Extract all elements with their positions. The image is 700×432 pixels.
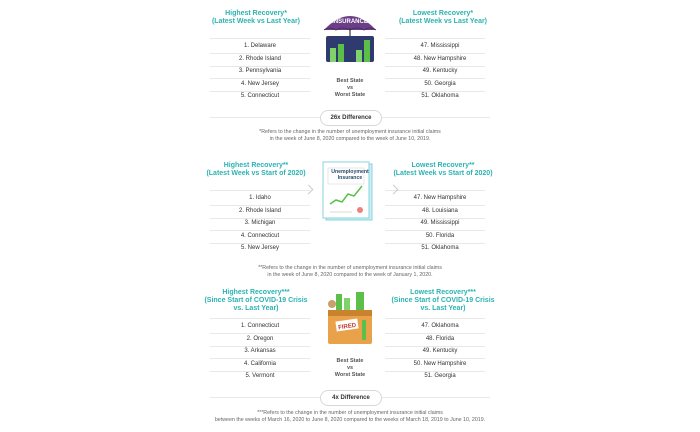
list-item: 51. Oklahoma bbox=[421, 245, 459, 252]
list-item: 4. New Jersey bbox=[240, 80, 279, 87]
divider bbox=[385, 358, 485, 359]
list-item: 49. Kentucky bbox=[422, 348, 458, 355]
box-label: FIRED bbox=[337, 322, 357, 332]
divider bbox=[385, 91, 485, 92]
list-item: 1. Idaho bbox=[249, 195, 271, 201]
divider bbox=[385, 318, 485, 319]
s2-right-heading: Lowest Recovery** (Latest Week vs Start of 2020) bbox=[393, 162, 493, 177]
s1-footnote: *Refers to the change in the number of unemployment insurance initial claims in the week of June 8, 2020 compared to the week of June 10, 2019. bbox=[259, 129, 441, 142]
list-item: 48. Louisiana bbox=[422, 207, 458, 214]
divider bbox=[385, 230, 485, 231]
s1-difference-badge: 26x Difference bbox=[320, 110, 382, 126]
list-item: 47. Mississippi bbox=[420, 43, 460, 49]
umbrella-label: INSURANCE bbox=[332, 19, 368, 25]
divider bbox=[385, 333, 485, 334]
s1-left-list bbox=[205, 40, 315, 103]
divider bbox=[385, 243, 485, 244]
list-item: 5. Vermont bbox=[245, 373, 275, 380]
list-item: 49. Kentucky bbox=[422, 68, 458, 75]
fired-box-icon bbox=[322, 290, 378, 346]
list-item: 2. Rhode Island bbox=[238, 207, 282, 214]
s2-left-heading: Highest Recovery** (Latest Week vs Start of 2020) bbox=[206, 162, 306, 177]
list-item: 48. New Hampshire bbox=[413, 55, 467, 62]
s2-footnote: **Refers to the change in the number of unemployment insurance initial claims in the week of June 8, 2020 compared to the week of January 1, 2020. bbox=[258, 265, 442, 278]
divider bbox=[210, 358, 310, 359]
divider bbox=[385, 205, 485, 206]
divider bbox=[210, 53, 310, 54]
divider bbox=[210, 205, 310, 206]
s1-center-label: Best State vs Worst State bbox=[334, 78, 366, 98]
list-item: 51. Oklahoma bbox=[421, 93, 459, 100]
list-item: 49. Mississippi bbox=[420, 220, 460, 227]
s3-left-list bbox=[205, 320, 315, 383]
s2-left-list bbox=[205, 192, 315, 255]
divider bbox=[385, 218, 485, 219]
divider bbox=[210, 333, 310, 334]
list-item: 5. New Jersey bbox=[240, 245, 279, 252]
divider bbox=[385, 53, 485, 54]
divider bbox=[210, 371, 310, 372]
divider bbox=[210, 318, 310, 319]
s2-right-list bbox=[385, 192, 495, 255]
divider bbox=[385, 371, 485, 372]
list-item: 47. New Hampshire bbox=[413, 195, 467, 201]
list-item: 50. Georgia bbox=[424, 80, 456, 87]
list-item: 5. Connecticut bbox=[240, 93, 280, 100]
list-item: 2. Oregon bbox=[246, 335, 274, 342]
list-item: 3. Michigan bbox=[244, 220, 276, 227]
s3-left-heading: Highest Recovery*** (Since Start of COVID-19 Crisis vs. Last Year) bbox=[204, 289, 308, 312]
list-item: 48. Florida bbox=[425, 335, 455, 342]
divider bbox=[210, 91, 310, 92]
list-item: 3. Pennsylvania bbox=[238, 68, 282, 75]
divider bbox=[210, 346, 310, 347]
list-item: 47. Oklahoma bbox=[421, 323, 459, 329]
s3-difference-badge: 4x Difference bbox=[320, 390, 382, 406]
s1-right-list bbox=[385, 40, 495, 103]
divider bbox=[385, 346, 485, 347]
s1-right-heading: Lowest Recovery* (Latest Week vs Last Year) bbox=[398, 10, 488, 25]
divider bbox=[210, 230, 310, 231]
list-item: 50. New Hampshire bbox=[413, 360, 467, 367]
list-item: 4. California bbox=[243, 360, 276, 367]
s1-left-rule bbox=[210, 38, 310, 39]
list-item: 1. Connecticut bbox=[240, 323, 280, 329]
divider bbox=[385, 190, 485, 191]
s3-footnote: ***Refers to the change in the number of unemployment insurance initial claims between the weeks of March 16, 2020 to June 8, 2020 compared to the weeks of March 18, 2019 to June 10, 2019. bbox=[214, 410, 486, 423]
s1-right-rule bbox=[385, 38, 485, 39]
divider bbox=[210, 243, 310, 244]
list-item: 3. Arkansas bbox=[244, 348, 276, 355]
list-item: 51. Georgia bbox=[424, 373, 456, 380]
s3-right-list bbox=[385, 320, 495, 383]
divider bbox=[210, 218, 310, 219]
list-item: 4. Connecticut bbox=[240, 232, 280, 239]
divider bbox=[210, 190, 310, 191]
s3-center-label: Best State vs Worst State bbox=[334, 358, 366, 378]
s3-right-heading: Lowest Recovery*** (Since Start of COVID-19 Crisis vs. Last Year) bbox=[391, 289, 495, 312]
doc-title: Unemployment Insurance bbox=[331, 169, 369, 181]
divider bbox=[385, 66, 485, 67]
divider bbox=[210, 66, 310, 67]
list-item: 2. Rhode Island bbox=[238, 55, 282, 62]
s1-left-heading: Highest Recovery* (Latest Week vs Last Year) bbox=[211, 10, 301, 25]
insurance-umbrella-icon bbox=[318, 8, 382, 64]
divider bbox=[385, 78, 485, 79]
list-item: 1. Delaware bbox=[243, 43, 276, 49]
divider bbox=[210, 78, 310, 79]
list-item: 50. Florida bbox=[425, 232, 455, 239]
